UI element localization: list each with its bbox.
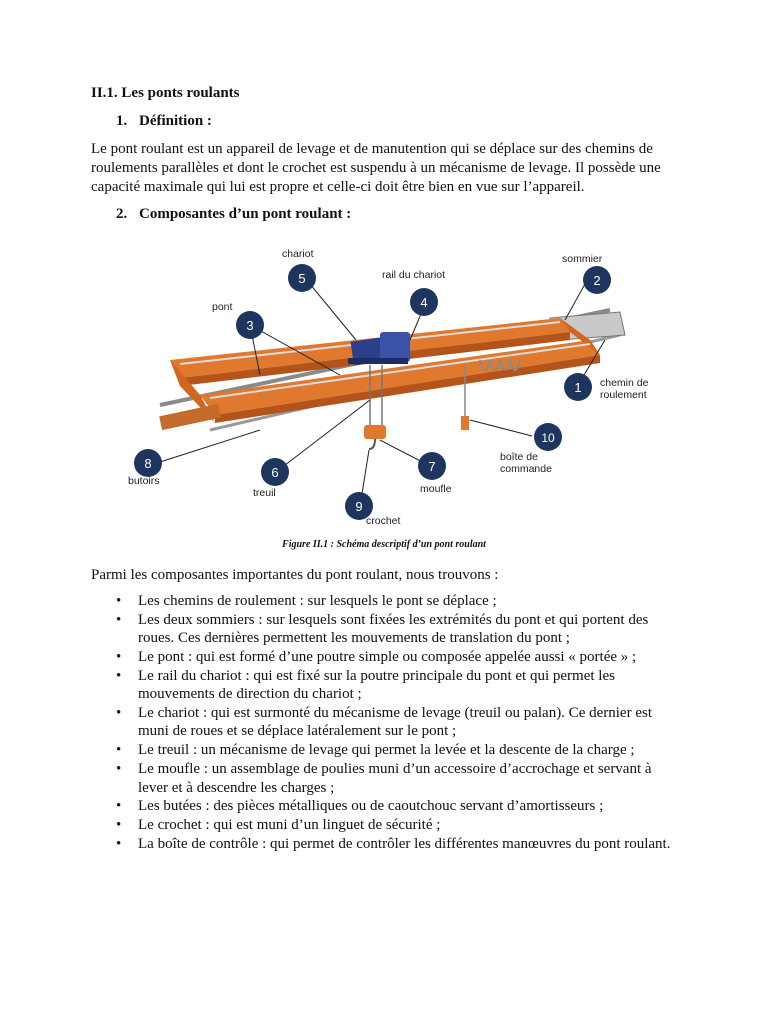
components-heading bbox=[116, 206, 351, 223]
list-item: • Le treuil : un mécanisme de levage qui permet la levée et la descente de la charge ; bbox=[116, 742, 635, 759]
marker-10 bbox=[534, 423, 562, 451]
label-boite-de: boîte de bbox=[500, 451, 538, 463]
bridge-girders bbox=[159, 318, 600, 430]
bullet-icon: • bbox=[116, 742, 122, 759]
label-sommier: sommier bbox=[562, 253, 603, 265]
svg-text:8: 8 bbox=[144, 456, 152, 471]
list-item: • Le rail du chariot : qui est fixé sur la poutre principale du pont et qui permet les mouvements de direction du chariot ; bbox=[116, 667, 615, 703]
label-crochet: crochet bbox=[366, 515, 401, 527]
list-item: • Le crochet : qui est muni d’un linguet de sécurité ; bbox=[116, 817, 441, 834]
label-treuil: treuil bbox=[253, 487, 276, 499]
marker-1 bbox=[564, 373, 592, 401]
figure-caption: Figure II.1 : Schéma descriptif d’un pont roulant bbox=[282, 539, 486, 550]
marker-5 bbox=[288, 264, 316, 292]
label-roulement: roulement bbox=[600, 389, 647, 401]
definition-paragraph: Le pont roulant est un appareil de levage et de manutention qui se déplace sur des chemins de roulements parallèles et dont le crochet est suspendu à un mécanisme de levage. Il possède une capacité maximale qui lui est propre et celle-ci doit être bien en vue sur l’appareil. bbox=[91, 141, 661, 195]
component-list bbox=[91, 592, 681, 854]
definition-title: Définition : bbox=[139, 113, 212, 129]
bullet-icon: • bbox=[116, 649, 122, 666]
definition-number: 1. bbox=[116, 113, 128, 129]
list-item: • Les butées : des pièces métalliques ou de caoutchouc servant d’amortisseurs ; bbox=[116, 798, 604, 815]
label-moufle: moufle bbox=[420, 483, 452, 495]
components-number: 2. bbox=[116, 206, 128, 222]
list-item: • Le pont : qui est formé d’une poutre simple ou composée appelée aussi « portée » ; bbox=[116, 649, 637, 666]
svg-text:2: 2 bbox=[593, 273, 601, 288]
marker-4 bbox=[410, 288, 438, 316]
marker-2 bbox=[583, 266, 611, 294]
svg-text:10: 10 bbox=[541, 431, 555, 445]
bullet-icon: • bbox=[116, 611, 122, 628]
svg-text:1: 1 bbox=[574, 380, 582, 395]
svg-text:3: 3 bbox=[246, 318, 254, 333]
intro-paragraph: Parmi les composantes importantes du pont roulant, nous trouvons : bbox=[91, 567, 499, 583]
label-butoirs: butoirs bbox=[128, 475, 160, 487]
marker-3 bbox=[236, 311, 264, 339]
svg-text:4: 4 bbox=[420, 295, 428, 310]
bullet-icon: • bbox=[116, 593, 122, 609]
list-item: • Les deux sommiers : sur lesquels sont fixées les extrémités du pont et qui portent des roues. Ces dernières permettent les mouvements de translation du pont ; bbox=[116, 611, 649, 647]
bullet-icon: • bbox=[116, 798, 122, 815]
bullet-icon: • bbox=[116, 761, 122, 778]
trolley bbox=[348, 332, 410, 366]
bullet-icon: • bbox=[116, 705, 122, 722]
definition-heading bbox=[116, 113, 212, 130]
bullet-icon: • bbox=[116, 667, 122, 684]
list-item: • La boîte de contrôle : qui permet de contrôler les différentes manœuvres du pont roulant. bbox=[116, 836, 671, 853]
label-commande: commande bbox=[500, 463, 552, 475]
svg-text:9: 9 bbox=[355, 499, 363, 514]
label-pont: pont bbox=[212, 301, 233, 313]
marker-8 bbox=[134, 449, 162, 477]
marker-6 bbox=[261, 458, 289, 486]
label-rail-du-chariot: rail du chariot bbox=[382, 269, 446, 281]
svg-text:7: 7 bbox=[428, 459, 436, 474]
components-title: Composantes d’un pont roulant : bbox=[139, 206, 352, 222]
bullet-icon: • bbox=[116, 817, 122, 834]
marker-7 bbox=[418, 452, 446, 480]
bullet-icon: • bbox=[116, 836, 122, 853]
label-chariot: chariot bbox=[282, 248, 314, 260]
svg-text:6: 6 bbox=[271, 465, 279, 480]
svg-text:5: 5 bbox=[298, 271, 306, 286]
label-chemin-de: chemin de bbox=[600, 377, 649, 389]
crane-diagram bbox=[120, 240, 650, 530]
list-item: • Les chemins de roulement : sur lesquels le pont se déplace ; bbox=[116, 593, 497, 609]
list-item: • Le chariot : qui est surmonté du mécanisme de levage (treuil ou palan). Ce dernier est muni de roues et se déplace latéralement sur le pont ; bbox=[116, 705, 652, 740]
section-heading: II.1. Les ponts roulants bbox=[91, 85, 240, 101]
list-item: • Le moufle : un assemblage de poulies muni d’un accessoire d’accrochage et servant à lever et à descendre les charges ; bbox=[116, 761, 652, 796]
